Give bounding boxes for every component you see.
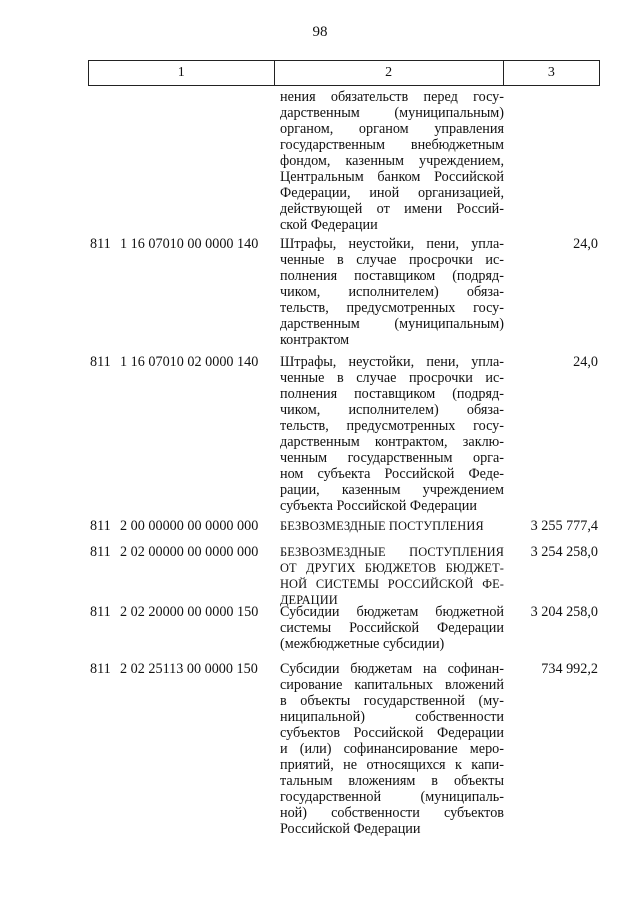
- budget-code-cell: [88, 661, 278, 677]
- description-cell: [280, 604, 504, 652]
- column-header-2: 2: [274, 61, 503, 86]
- budget-code-cell: [88, 544, 278, 560]
- amount-cell: 24,0: [573, 236, 598, 252]
- amount-cell: 734 992,2: [541, 661, 598, 677]
- description-line: полнения поставщиком (подряд-: [280, 386, 504, 402]
- description-line: дарственным (муниципальным): [280, 316, 504, 332]
- description-line: Субсидии бюджетам бюджетной: [280, 604, 504, 620]
- description-line: Центральным банком Российской: [280, 169, 504, 185]
- description-line: ном субъекта Российской Феде-: [280, 466, 504, 482]
- description-line: Российской Федерации: [280, 821, 421, 837]
- description-cell: [280, 518, 504, 534]
- page-number: 98: [312, 24, 328, 40]
- description-line: чиком, исполнителем) обяза-: [280, 402, 504, 418]
- description-line: ниципальной) собственности: [280, 709, 504, 725]
- description-line: субъекта Российской Федерации: [280, 498, 477, 514]
- amount-cell: 24,0: [573, 354, 598, 370]
- description-line: тальным вложениям в объекты: [280, 773, 504, 789]
- amount-cell: 3 204 258,0: [530, 604, 598, 620]
- classification-code: 1 16 07010 02 0000 140: [120, 354, 259, 370]
- description-line: БЕЗВОЗМЕЗДНЫЕ ПОСТУПЛЕНИЯ: [280, 519, 484, 533]
- budget-code-cell: [88, 354, 278, 370]
- description-line: ОТ ДРУГИХ БЮДЖЕТОВ БЮДЖЕТ-: [280, 561, 504, 575]
- budget-code-cell: [88, 604, 278, 620]
- column-header-1: 1: [89, 61, 275, 86]
- admin-code: 811: [90, 518, 111, 534]
- description-line: (межбюджетные субсидии): [280, 636, 445, 652]
- admin-code: 811: [90, 236, 111, 252]
- description-line: приятий, не относящихся к капи-: [280, 757, 504, 773]
- description-line: в объекты государственной (му-: [280, 693, 504, 709]
- admin-code: 811: [90, 661, 111, 677]
- classification-code: 2 02 25113 00 0000 150: [120, 661, 258, 677]
- admin-code: 811: [90, 354, 111, 370]
- classification-code: 2 02 00000 00 0000 000: [120, 544, 259, 560]
- description-line: и (или) софинансирование меро-: [280, 741, 504, 757]
- amount-cell: 3 255 777,4: [530, 518, 598, 534]
- description-line: ченные в случае просрочки ис-: [280, 370, 504, 386]
- description-line: нения обязательств перед госу-: [280, 89, 504, 105]
- budget-code-cell: [88, 89, 278, 105]
- admin-code: 811: [90, 604, 111, 620]
- description-line: субъектов Российской Федерации: [280, 725, 504, 741]
- description-cell: [280, 544, 504, 608]
- description-line: фондом, казенным учреждением,: [280, 153, 504, 169]
- description-line: чиком, исполнителем) обяза-: [280, 284, 504, 300]
- description-line: органом, органом управления: [280, 121, 504, 137]
- description-line: рации, казенным учреждением: [280, 482, 504, 498]
- budget-code-cell: [88, 518, 278, 534]
- description-line: Субсидии бюджетам на софинан-: [280, 661, 504, 677]
- column-header-row: [89, 61, 600, 86]
- budget-code-cell: [88, 236, 278, 252]
- description-line: ной) собственности субъектов: [280, 805, 504, 821]
- description-cell: [280, 89, 504, 233]
- description-line: дарственным (муниципальным): [280, 105, 504, 121]
- column-header-table: [88, 60, 600, 86]
- description-line: дарственным контрактом, заклю-: [280, 434, 504, 450]
- description-line: тельств, предусмотренных госу-: [280, 418, 504, 434]
- amount-cell: 3 254 258,0: [530, 544, 598, 560]
- description-line: Штрафы, неустойки, пени, упла-: [280, 236, 504, 252]
- classification-code: 2 00 00000 00 0000 000: [120, 518, 259, 534]
- classification-code: 2 02 20000 00 0000 150: [120, 604, 259, 620]
- description-cell: [280, 236, 504, 348]
- description-line: контрактом: [280, 332, 350, 348]
- classification-code: 1 16 07010 00 0000 140: [120, 236, 259, 252]
- description-line: действующей от имени Россий-: [280, 201, 504, 217]
- description-line: государственным внебюджетным: [280, 137, 504, 153]
- description-line: ченные в случае просрочки ис-: [280, 252, 504, 268]
- description-line: системы Российской Федерации: [280, 620, 504, 636]
- description-line: БЕЗВОЗМЕЗДНЫЕ ПОСТУПЛЕНИЯ: [280, 545, 504, 559]
- description-line: сирование капитальных вложений: [280, 677, 504, 693]
- description-cell: [280, 661, 504, 837]
- admin-code: 811: [90, 544, 111, 560]
- description-line: Штрафы, неустойки, пени, упла-: [280, 354, 504, 370]
- description-line: Федерации, иной организацией,: [280, 185, 504, 201]
- description-line: ченным государственным орга-: [280, 450, 504, 466]
- description-cell: [280, 354, 504, 514]
- description-line: государственной (муниципаль-: [280, 789, 504, 805]
- description-line: НОЙ СИСТЕМЫ РОССИЙСКОЙ ФЕ-: [280, 577, 504, 591]
- description-line: ской Федерации: [280, 217, 378, 233]
- column-header-3: 3: [503, 61, 599, 86]
- description-line: тельств, предусмотренных госу-: [280, 300, 504, 316]
- description-line: полнения поставщиком (подряд-: [280, 268, 504, 284]
- description-line: ДЕРАЦИИ: [280, 593, 338, 607]
